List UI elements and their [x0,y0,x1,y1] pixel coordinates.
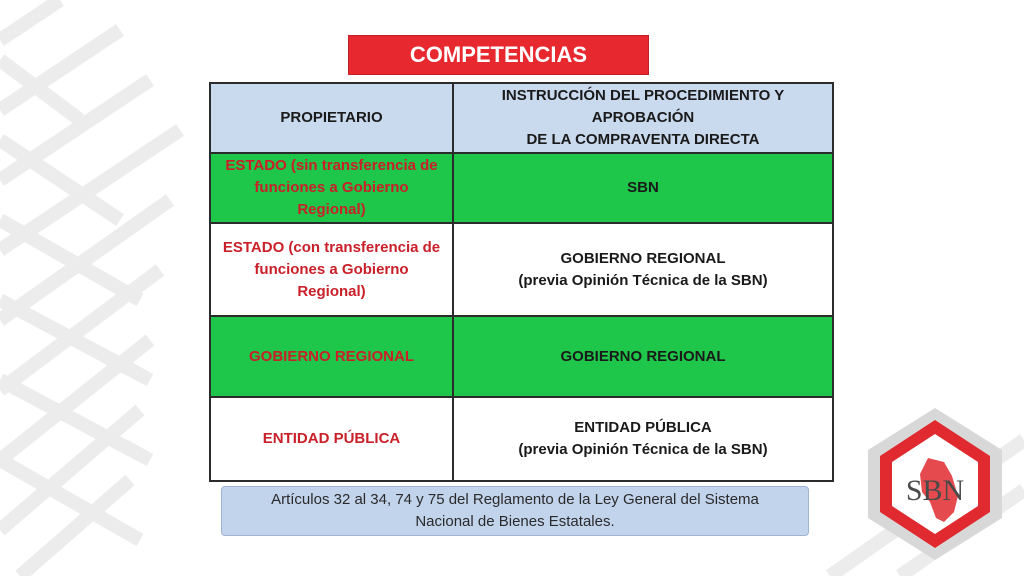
owner-line: ESTADO (sin transferencia de [225,157,438,174]
competencias-table [209,82,834,482]
owner-line: ENTIDAD PÚBLICA [262,430,401,447]
owner-line: ESTADO (con transferencia de [222,238,441,256]
table-row [210,223,833,316]
instruction-cell [453,397,833,481]
owner-line: Regional) [297,201,366,218]
table-row [210,316,833,397]
owner-cell [210,316,453,397]
instruction-line: GOBIERNO REGIONAL [560,249,726,267]
owner-line: GOBIERNO REGIONAL [248,347,414,365]
owner-cell [210,397,453,481]
header-owner: PROPIETARIO [210,83,453,153]
owner-cell [210,153,453,223]
instruction-cell [453,223,833,316]
instruction-line: SBN [627,179,659,196]
table-row [210,397,833,481]
header-instruction-line: APROBACIÓN [591,109,695,126]
owner-line: Regional) [297,282,366,300]
owner-line: funciones a Gobierno [254,260,409,278]
header-instruction-line: DE LA COMPRAVENTA DIRECTA [526,131,760,148]
note-line: Nacional de Bienes Estatales. [415,513,615,530]
owner-cell [210,223,453,316]
instruction-line: (previa Opinión Técnica de la SBN) [518,441,768,458]
instruction-cell [453,153,833,223]
instruction-line: GOBIERNO REGIONAL [560,347,726,365]
owner-line: funciones a Gobierno [254,179,409,196]
legal-reference-note [221,486,809,536]
page-title: COMPETENCIAS [348,35,649,75]
instruction-line: ENTIDAD PÚBLICA [574,419,712,436]
instruction-line: (previa Opinión Técnica de la SBN) [518,271,768,289]
header-instruction [453,83,833,153]
instruction-cell [453,316,833,397]
sbn-logo [860,400,1010,570]
note-line: Artículos 32 al 34, 74 y 75 del Reglamento de la Ley General del Sistema [271,491,759,508]
header-instruction-line: INSTRUCCIÓN DEL PROCEDIMIENTO Y [501,87,785,104]
table-row [210,153,833,223]
table-header-row [210,83,833,153]
logo-text: SBN [905,474,965,507]
